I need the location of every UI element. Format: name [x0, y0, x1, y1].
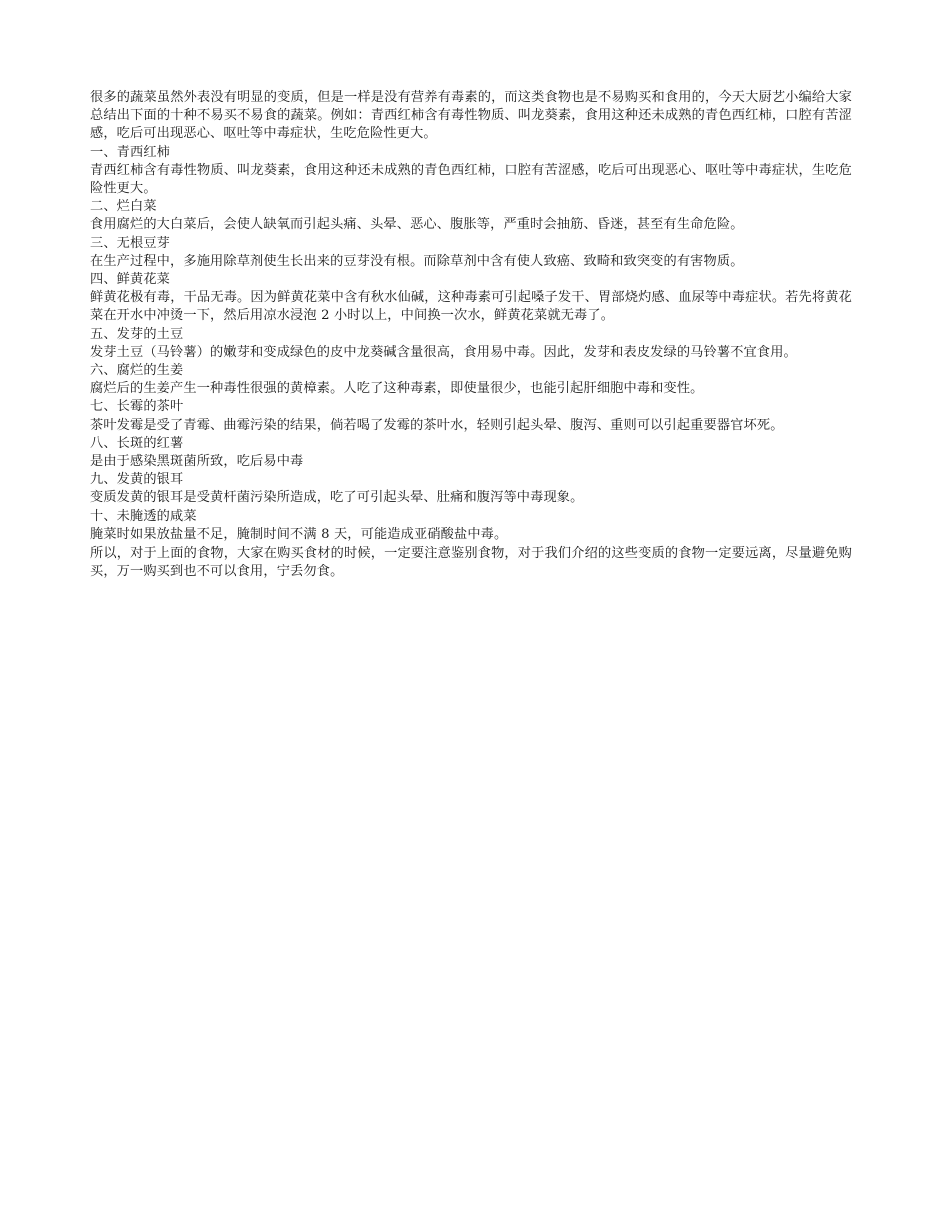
- section-body-2: 食用腐烂的大白菜后，会使人缺氧而引起头痛、头晕、恶心、腹胀等，严重时会抽筋、昏迷，甚至有生命危险。: [90, 217, 744, 233]
- section-heading-4: 四、鲜黄花菜: [90, 272, 171, 288]
- section-body-4: 鲜黄花极有毒，干品无毒。因为鲜黄花菜中含有秋水仙碱，这种毒素可引起嗓子发干、胃部烧灼感、血尿等中毒症状。若先将黄花菜在开水中冲烫一下，然后用凉水浸泡 2 小时以上，中间换一次水，鲜黄花菜就无毒了。: [90, 290, 852, 324]
- section-heading-6: 六、腐烂的生姜: [90, 363, 184, 379]
- section-body-10: 腌菜时如果放盐量不足，腌制时间不满 8 天，可能造成亚硝酸盐中毒。: [90, 526, 508, 542]
- section-body-7: 茶叶发霉是受了青霉、曲霉污染的结果，倘若喝了发霉的茶叶水，轻则引起头晕、腹泻、重则可以引起重要器官坏死。: [90, 417, 784, 433]
- section-body-5: 发芽土豆（马铃薯）的嫩芽和变成绿色的皮中龙葵碱含量很高，食用易中毒。因此，发芽和表皮发绿的马铃薯不宜食用。: [90, 344, 797, 360]
- section-heading-1: 一、青西红柿: [90, 144, 171, 160]
- section-heading-7: 七、长霉的茶叶: [90, 399, 184, 415]
- section-heading-5: 五、发芽的土豆: [90, 326, 184, 342]
- section-heading-8: 八、长斑的红薯: [90, 435, 184, 451]
- document-body: [90, 89, 852, 581]
- section-heading-2: 二、烂白菜: [90, 199, 157, 215]
- section-body-3: 在生产过程中，多施用除草剂使生长出来的豆芽没有根。而除草剂中含有使人致癌、致畸和致突变的有害物质。: [90, 253, 744, 269]
- closing-paragraph: 所以，对于上面的食物，大家在购买食材的时候，一定要注意鉴别食物，对于我们介绍的这些变质的食物一定要远离，尽量避免购买，万一购买到也不可以食用，宁丢勿食。: [90, 546, 852, 580]
- intro-paragraph: 很多的蔬菜虽然外表没有明显的变质，但是一样是没有营养有毒素的，而这类食物也是不易购买和食用的，今天大厨艺小编给大家总结出下面的十种不易买不易食的蔬菜。例如：青西红柿含有毒性物质、叫龙葵素，食用这种还未成熟的青色西红柿，口腔有苦涩感，吃后可出现恶心、呕吐等中毒症状，生吃危险性更大。: [90, 90, 852, 142]
- section-body-1: 青西红柿含有毒性物质、叫龙葵素，食用这种还未成熟的青色西红柿，口腔有苦涩感，吃后可出现恶心、呕吐等中毒症状，生吃危险性更大。: [90, 162, 852, 197]
- section-body-8: 是由于感染黑斑菌所致，吃后易中毒: [90, 454, 304, 470]
- section-heading-9: 九、发黄的银耳: [90, 472, 184, 488]
- section-heading-10: 十、未腌透的咸菜: [90, 508, 197, 524]
- section-heading-3: 三、无根豆芽: [90, 235, 171, 251]
- section-body-9: 变质发黄的银耳是受黄杆菌污染所造成，吃了可引起头晕、肚痛和腹泻等中毒现象。: [90, 490, 584, 506]
- section-body-6: 腐烂后的生姜产生一种毒性很强的黄樟素。人吃了这种毒素，即使量很少，也能引起肝细胞中毒和变性。: [90, 381, 704, 397]
